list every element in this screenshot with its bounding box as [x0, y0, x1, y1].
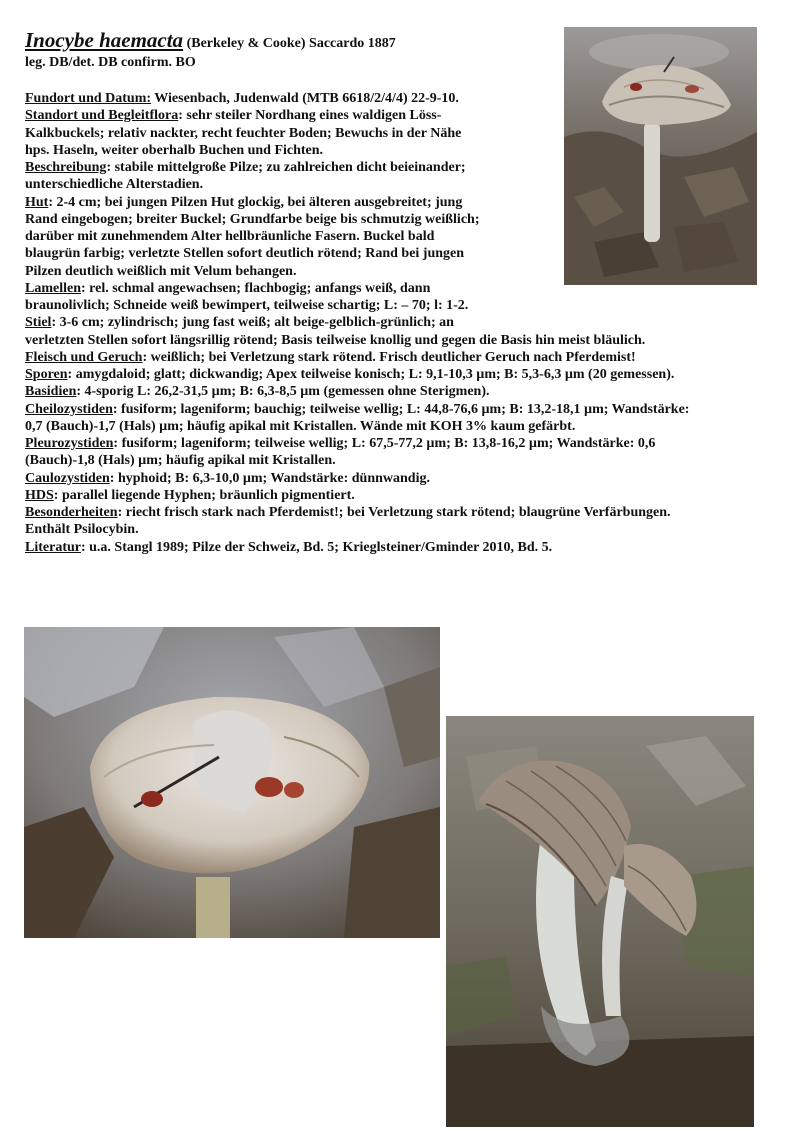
- caulo-text: : hyphoid; B: 6,3-10,0 µm; Wandstärke: dünnwandig.: [109, 470, 430, 486]
- standort-label: Standort und Begleitflora: [25, 108, 179, 124]
- sporen-text: : amygdaloid; glatt; dickwandig; Apex teilweise konisch; L: 9,1-10,3 µm; B: 5,3-6,3 µm (20 gemessen).: [67, 367, 675, 382]
- photo-bottom-left: [24, 627, 440, 938]
- hut-text: blaugrün farbig; verletzte Stellen sofort deutlich rötend; Rand bei jungen: [25, 246, 465, 262]
- stiel-text: : 3-6 cm; zylindrisch; jung fast weiß; alt beige-gelblich-grünlich; an: [51, 315, 454, 331]
- cheilo-text: 0,7 (Bauch)-1,7 (Hals) µm; häufig apikal mit Kristallen. Wände mit KOH 3% kaum gefärbt.: [25, 418, 576, 434]
- lamellen-text: : rel. schmal angewachsen; flachbogig; anfangs weiß, dann: [81, 280, 431, 296]
- fundort-text: Wiesenbach, Judenwald (MTB 6618/2/4/4) 22-9-10.: [151, 91, 459, 106]
- hut-text: : 2-4 cm; bei jungen Pilzen Hut glockig, bei älteren ausgebreitet; jung: [48, 194, 463, 210]
- besonder-label: Besonderheiten: [25, 505, 118, 520]
- besonder-text: Enthält Psilocybin.: [25, 522, 139, 538]
- hut-text: darüber mit zunehmendem Alter hellbräunliche Fasern. Buckel bald: [25, 229, 435, 244]
- caulo-line: [25, 470, 560, 487]
- mushroom-photo-cap: [24, 627, 440, 938]
- title-line: [25, 30, 555, 54]
- cheilo-line: [25, 401, 690, 418]
- hut-line: [25, 194, 560, 211]
- stiel-line: [25, 314, 560, 331]
- hut-text: Pilzen deutlich weißlich mit Velum behangen.: [25, 263, 297, 279]
- hut-label: Hut: [25, 194, 49, 210]
- pleuro-text: (Bauch)-1,8 (Hals) µm; häufig apikal mit Kristallen.: [25, 453, 336, 469]
- species-name: Inocybe haemacta: [25, 28, 184, 52]
- beschreibung-label: Beschreibung: [25, 160, 107, 175]
- mushroom-photo-young: [564, 27, 757, 285]
- standort-text: Kalkbuckels; relativ nackter, recht feuchter Boden; Bewuchs in der Nähe: [25, 125, 462, 141]
- hds-text: : parallel liegende Hyphen; bräunlich pigmentiert.: [53, 487, 355, 503]
- description-body: [25, 90, 690, 556]
- pleuro-label: Pleurozystiden: [25, 436, 114, 451]
- standort-line: [25, 107, 560, 124]
- cheilo-label: Cheilozystiden: [25, 401, 113, 417]
- mushroom-photo-gills: [446, 716, 754, 1127]
- species-authority: (Berkeley & Cooke) Saccardo 1887: [186, 36, 396, 51]
- literatur-label: Literatur: [25, 539, 81, 555]
- beschreibung-text: unterschiedliche Alterstadien.: [25, 177, 204, 193]
- lamellen-text: braunolivlich; Schneide weiß bewimpert, teilweise schartig; L: – 70; l: 1-2.: [25, 298, 469, 313]
- fleisch-label: Fleisch und Geruch: [25, 349, 143, 365]
- literatur-line: [25, 539, 560, 556]
- sporen-label: Sporen: [25, 367, 68, 382]
- sporen-line: [25, 366, 675, 383]
- standort-text: : sehr steiler Nordhang eines waldigen Löss-: [178, 108, 442, 124]
- hut-text: Rand eingebogen; breiter Buckel; Grundfarbe beige bis schmutzig weißlich;: [25, 211, 480, 227]
- hds-line: [25, 487, 560, 504]
- fleisch-line: [25, 349, 636, 366]
- fundort-line: [25, 90, 560, 107]
- lamellen-label: Lamellen: [25, 280, 81, 296]
- header: [25, 30, 555, 72]
- beschreibung-text: : stabile mittelgroße Pilze; zu zahlreichen dicht beieinander;: [106, 160, 466, 175]
- pleuro-line: [25, 435, 656, 452]
- cheilo-text: : fusiform; lageniform; bauchig; teilweise wellig; L: 44,8-76,6 µm; B: 13,2-18,1 µm; Wandstärke:: [112, 401, 690, 417]
- lamellen-line: [25, 280, 560, 297]
- collector-line: leg. DB/det. DB confirm. BO: [25, 55, 196, 70]
- basidien-label: Basidien: [25, 384, 77, 400]
- fleisch-text: : weißlich; bei Verletzung stark rötend. Frisch deutlicher Geruch nach Pferdemist!: [142, 349, 636, 365]
- besonder-line: [25, 504, 671, 521]
- literatur-text: : u.a. Stangl 1989; Pilze der Schweiz, Bd. 5; Krieglsteiner/Gminder 2010, Bd. 5.: [80, 539, 553, 555]
- basidien-text: : 4-sporig L: 26,2-31,5 µm; B: 6,3-8,5 µm (gemessen ohne Sterigmen).: [76, 384, 490, 400]
- fundort-label: Fundort und Datum:: [25, 91, 152, 106]
- caulo-label: Caulozystiden: [25, 470, 110, 486]
- stiel-label: Stiel: [25, 315, 52, 331]
- pleuro-text: : fusiform; lageniform; teilweise wellig; L: 67,5-77,2 µm; B: 13,8-16,2 µm; Wandstärke: 0,6: [113, 436, 656, 451]
- photo-bottom-right: [446, 716, 754, 1127]
- beschreibung-line: [25, 159, 560, 176]
- besonder-text: : riecht frisch stark nach Pferdemist!; bei Verletzung stark rötend; blaugrüne Verfärbungen.: [117, 505, 671, 520]
- standort-text: hps. Haseln, weiter oberhalb Buchen und Fichten.: [25, 142, 324, 158]
- stiel-text: verletzten Stellen sofort längsrillig rötend; Basis teilweise knollig und gegen die Basis hin meist bläulich.: [25, 332, 646, 348]
- basidien-line: [25, 383, 560, 400]
- photo-top-right: [564, 27, 757, 285]
- hds-label: HDS: [25, 487, 54, 503]
